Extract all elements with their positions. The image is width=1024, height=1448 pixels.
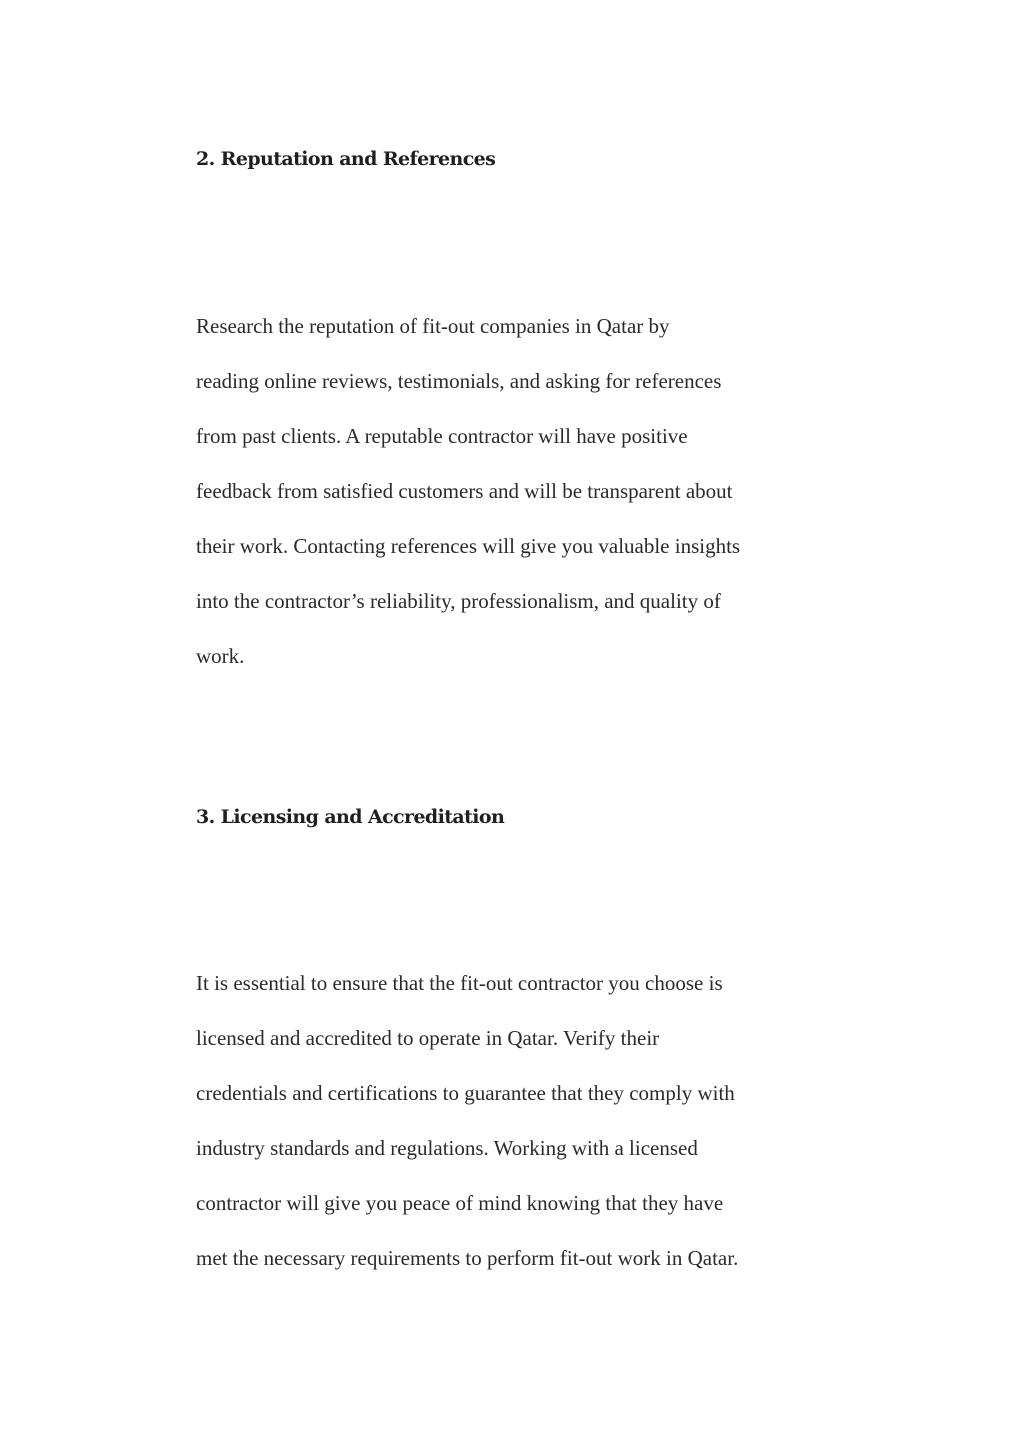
paragraph-line: contractor will give you peace of mind knowing that they have (196, 1191, 724, 1215)
paragraph-line: into the contractor’s reliability, professionalism, and quality of (196, 589, 721, 613)
paragraph-line: credentials and certifications to guarantee that they comply with (196, 1081, 735, 1105)
paragraph-line: from past clients. A reputable contractor will have positive (196, 424, 688, 448)
paragraph-line: Research the reputation of fit-out companies in Qatar by (196, 314, 670, 338)
paragraph-line: work. (196, 644, 245, 668)
section-heading-licensing: 3. Licensing and Accreditation (196, 806, 505, 828)
section-paragraph-licensing (196, 956, 836, 1286)
paragraph-line: It is essential to ensure that the fit-out contractor you choose is (196, 971, 723, 995)
paragraph-line: met the necessary requirements to perform fit-out work in Qatar. (196, 1246, 739, 1270)
paragraph-line: reading online reviews, testimonials, and asking for references (196, 369, 722, 393)
section-heading-reputation: 2. Reputation and References (196, 148, 496, 170)
paragraph-line: licensed and accredited to operate in Qatar. Verify their (196, 1026, 660, 1050)
paragraph-line: feedback from satisfied customers and will be transparent about (196, 479, 733, 503)
paragraph-line: their work. Contacting references will give you valuable insights (196, 534, 741, 558)
section-paragraph-reputation (196, 299, 836, 684)
paragraph-line: industry standards and regulations. Working with a licensed (196, 1136, 698, 1160)
